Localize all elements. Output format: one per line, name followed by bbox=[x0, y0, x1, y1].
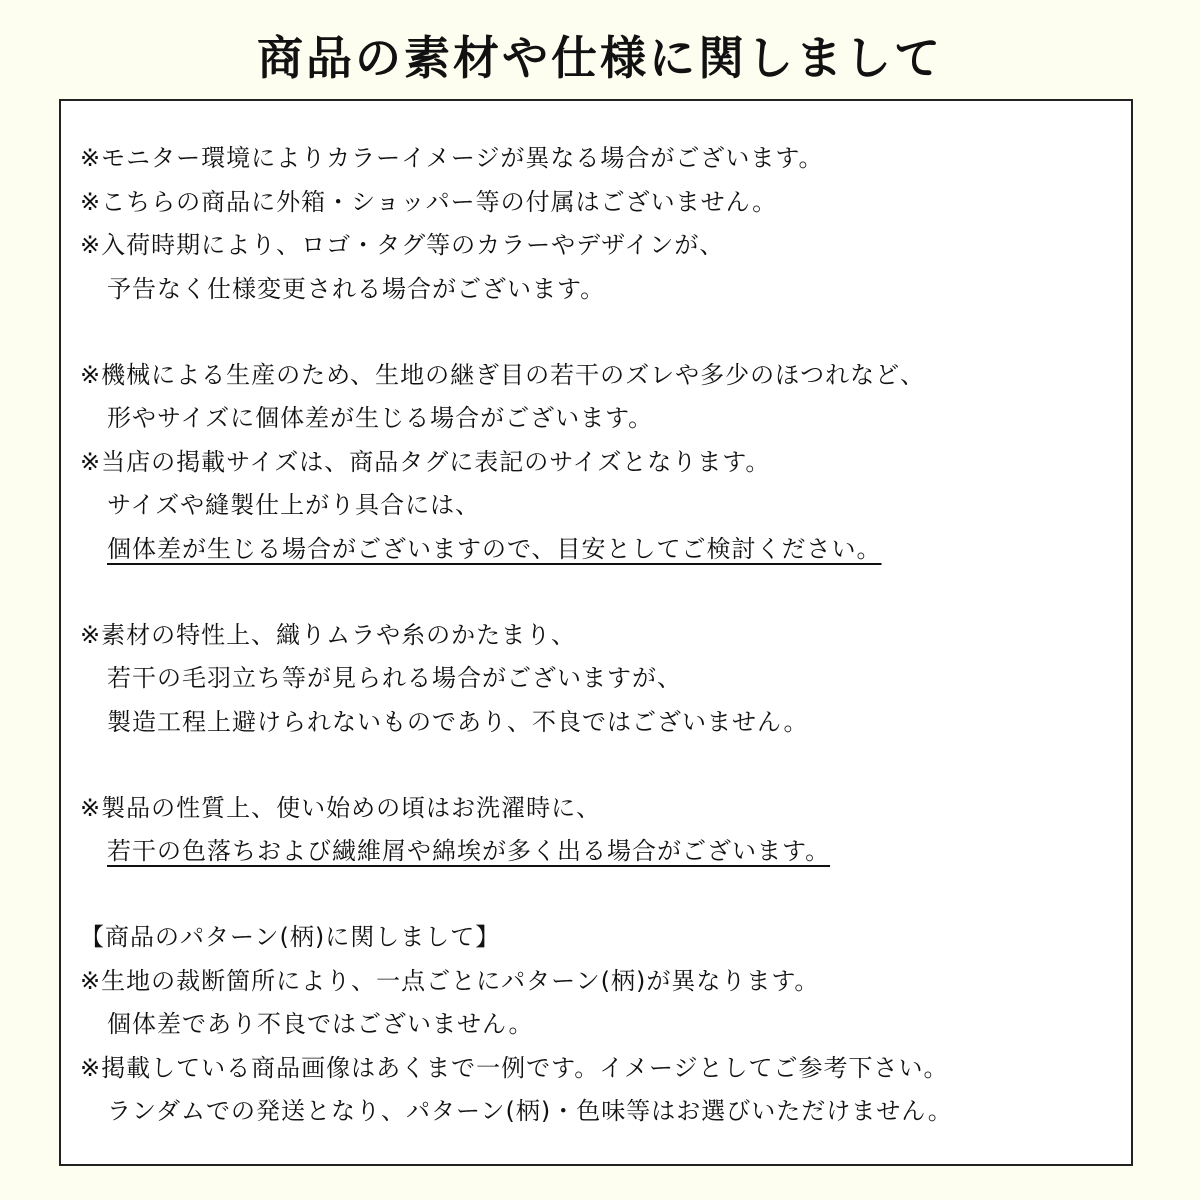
note-line: 形やサイズに個体差が生じる場合がございます。 bbox=[107, 404, 654, 432]
note-line: ※機械による生産のため、生地の継ぎ目の若干のズレや多少のほつれなど、 bbox=[80, 361, 926, 389]
underlined-text: 若干の色落ちおよび繊維屑や綿埃が多く出る場合がございます。 bbox=[107, 837, 831, 865]
note-line: ※掲載している商品画像はあくまで一例です。イメージとしてご参考下さい。 bbox=[80, 1054, 949, 1082]
note-line: 若干の毛羽立ち等が見られる場合がございますが、 bbox=[107, 664, 682, 692]
note-line: ※当店の掲載サイズは、商品タグに表記のサイズとなります。 bbox=[80, 448, 771, 476]
section-heading: 【商品のパターン(柄)に関しまして】 bbox=[80, 923, 501, 951]
note-line: 製造工程上避けられないものであり、不良ではございません。 bbox=[107, 708, 809, 736]
note-line: サイズや縫製仕上がり具合には、 bbox=[107, 491, 481, 519]
note-line-underlined bbox=[107, 834, 830, 868]
underlined-text: 個体差が生じる場合がございますので、目安としてご検討ください。 bbox=[107, 535, 882, 563]
note-line: 予告なく仕様変更される場合がございます。 bbox=[107, 275, 606, 303]
note-line: ※製品の性質上、使い始めの頃はお洗濯時に、 bbox=[80, 794, 602, 822]
note-line: ※生地の裁断箇所により、一点ごとにパターン(柄)が異なります。 bbox=[80, 967, 820, 995]
note-line: ※こちらの商品に外箱・ショッパー等の付属はございません。 bbox=[80, 188, 778, 216]
note-line: 個体差であり不良ではございません。 bbox=[107, 1010, 534, 1038]
note-line: ※入荷時期により、ロゴ・タグ等のカラーやデザインが、 bbox=[80, 231, 725, 259]
page-title: 商品の素材や仕様に関しまして bbox=[257, 31, 943, 85]
note-line-underlined bbox=[107, 532, 882, 566]
note-line: ※モニター環境によりカラーイメージが異なる場合がございます。 bbox=[80, 144, 824, 172]
note-line: ※素材の特性上、織りムラや糸のかたまり、 bbox=[80, 621, 577, 649]
note-line: ランダムでの発送となり、パターン(柄)・色味等はお選びいただけません。 bbox=[107, 1097, 953, 1125]
